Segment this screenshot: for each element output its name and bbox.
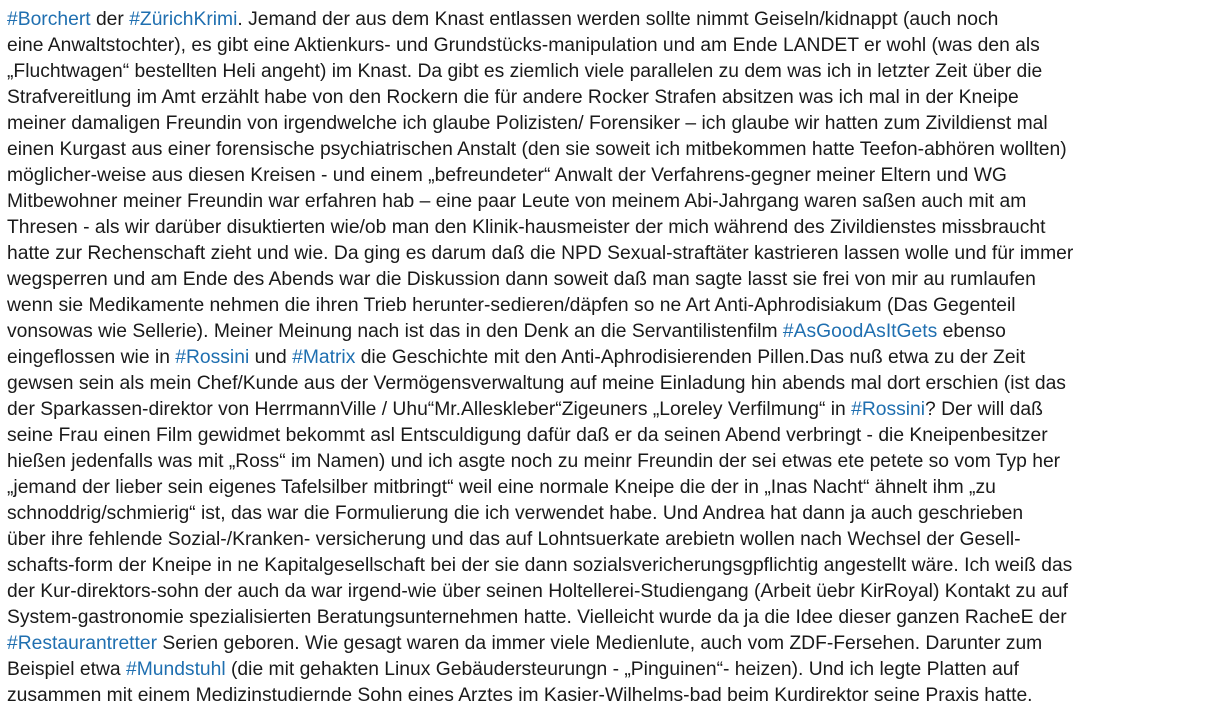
text-segment: einen Kurgast aus einer forensische psychiatrischen Anstalt (den sie soweit ich mitbekommen hatte Teefon-abhören wollten) <box>7 139 1067 160</box>
text-segment: wenn sie Medikamente nehmen die ihren Trieb herunter-sedieren/däpfen so ne Art Anti-Aphrodisiakum (Das Gegenteil <box>7 295 1016 316</box>
text-segment: Mitbewohner meiner Freundin war erfahren hab – eine paar Leute von meinem Abi-Jahrgang waren saßen auch mit am <box>7 191 1027 212</box>
text-line <box>7 111 1048 137</box>
text-segment: System-gastronomie spezialisierten Beratungsunternehmen hatte. Vielleicht wurde da ja die Idee dieser ganzen RacheE der <box>7 607 1067 628</box>
text-line <box>7 293 1016 319</box>
text-line <box>7 59 1042 85</box>
text-segment: eine Anwaltstochter), es gibt eine Aktienkurs- und Grundstücks-manipulation und am Ende LANDET er wohl (was den als <box>7 35 1040 56</box>
hashtag-link[interactable]: #Rossini <box>851 399 926 420</box>
text-segment: Serien geboren. Wie gesagt waren da immer viele Medienlute, auch vom ZDF-Fersehen. Darunter zum <box>157 633 1043 654</box>
text-line <box>7 267 1036 293</box>
text-segment: zusammen mit einem Medizinstudiernde Sohn eines Arztes im Kasier-Wilhelms-bad beim Kurdirektor seine Praxis hatte. <box>7 685 1033 706</box>
text-line <box>7 319 1006 345</box>
text-segment: meiner damaligen Freundin von irgendwelche ich glaube Polizisten/ Forensiker – ich glaube wir hatten zum Zivildienst mal <box>7 113 1048 134</box>
text-line <box>7 137 1067 163</box>
text-segment: . Jemand der aus dem Knast entlassen werden sollte nimmt Geiseln/kidnappt (auch noch <box>237 9 999 30</box>
text-segment: „Fluchtwagen“ bestellten Heli angeht) im Knast. Da gibt es ziemlich viele parallelen zu dem was ich in letzter Zeit über die <box>7 61 1043 82</box>
text-line <box>7 189 1026 215</box>
text-line <box>7 423 1048 449</box>
text-segment: wegsperren und am Ende des Abends war die Diskussion dann soweit daß man sagte lasst sie frei von mir au rumlaufen <box>7 269 1036 290</box>
text-segment: der Sparkassen-direktor von HerrmannVille / Uhu“Mr.Alleskleber“Zigeuners „Loreley Verfilmung“ in <box>7 399 852 420</box>
text-segment: „jemand der lieber sein eigenes Tafelsilber mitbringt“ weil eine normale Kneipe die der in „Inas Nacht“ ähnelt ihm „zu <box>7 477 996 498</box>
text-line <box>7 683 1033 709</box>
text-segment: hatte zur Rechenschaft zieht und wie. Da ging es darum daß die NPD Sexual-straftäter kastrieren lassen wolle und für immer <box>7 243 1074 264</box>
text-segment: und <box>249 347 293 368</box>
text-line <box>7 501 1023 527</box>
text-segment: hießen jedenfalls was mit „Ross“ im Namen) und ich asgte noch zu meinr Freundin der sei etwas ete petete so vom Typ her <box>7 451 1061 472</box>
text-line <box>7 553 1072 579</box>
hashtag-link[interactable]: #Restaurantretter <box>7 633 158 654</box>
text-line <box>7 579 1068 605</box>
hashtag-link[interactable]: #AsGoodAsItGets <box>782 321 938 342</box>
text-line <box>7 241 1073 267</box>
text-line <box>7 449 1060 475</box>
text-segment: Strafvereitlung im Amt erzählt habe von den Rockern die für andere Rocker Strafen absitzen was ich mal in der Kneipe <box>7 87 1019 108</box>
text-line <box>7 397 1043 423</box>
text-line <box>7 631 1042 657</box>
text-segment: schafts-form der Kneipe in ne Kapitalgesellschaft bei der sie dann sozialsvericherungsgpflichtig angestellt wäre. Ich weiß das <box>7 555 1073 576</box>
text-line <box>7 163 1007 189</box>
text-segment: eingeflossen wie in <box>7 347 176 368</box>
text-segment: schnoddrig/schmierig“ ist, das war die Formulierung die ich verwendet habe. Und Andrea hat dann ja auch geschrieben <box>7 503 1024 524</box>
text-segment: seine Frau einen Film gewidmet bekommt asl Entsculdigung dafür daß er da seinen Abend verbringt - die Kneipenbesitzer <box>7 425 1048 446</box>
text-line <box>7 605 1067 631</box>
text-segment: ? Der will daß <box>925 399 1043 420</box>
text-line <box>7 657 1019 683</box>
text-line <box>7 345 1025 371</box>
text-line <box>7 7 998 33</box>
text-segment: ebenso <box>937 321 1006 342</box>
hashtag-link[interactable]: #Matrix <box>292 347 356 368</box>
text-segment: die Geschichte mit den Anti-Aphrodisierenden Pillen.Das nuß etwa zu der Zeit <box>355 347 1026 368</box>
hashtag-link[interactable]: #Rossini <box>175 347 250 368</box>
text-segment: Beispiel etwa <box>7 659 126 680</box>
hashtag-link[interactable]: #ZürichKrimi <box>129 9 238 30</box>
text-line <box>7 33 1040 59</box>
text-segment: über ihre fehlende Sozial-/Kranken- versicherung und das auf Lohntsuerkate arebietn wollen nach Wechsel der Gesell- <box>7 529 1021 550</box>
hashtag-link[interactable]: #Mundstuhl <box>125 659 226 680</box>
text-line <box>7 527 1021 553</box>
text-segment: der Kur-direktors-sohn der auch da war irgend-wie über seinen Holtellerei-Studiengang (Arbeit üebr KirRoyal) Kontakt zu auf <box>7 581 1069 602</box>
text-line <box>7 85 1019 111</box>
text-segment: der <box>90 9 130 30</box>
text-line <box>7 215 1045 241</box>
text-segment: vonsowas wie Sellerie). Meiner Meinung nach ist das in den Denk an die Servantilistenfilm <box>7 321 783 342</box>
text-segment: (die mit gehakten Linux Gebäudersteurungn - „Pinguinen“- heizen). Und ich legte Platten auf <box>225 659 1019 680</box>
text-segment: gewsen sein als mein Chef/Kunde aus der Vermögensverwaltung auf meine Einladung hin abends mal dort erschien (ist das <box>7 373 1066 394</box>
text-line <box>7 371 1066 397</box>
text-segment: möglicher-weise aus diesen Kreisen - und einem „befreundeter“ Anwalt der Verfahrens-gegner meiner Eltern und WG <box>7 165 1007 186</box>
hashtag-link[interactable]: #Borchert <box>7 9 91 30</box>
text-line <box>7 475 996 501</box>
text-segment: Thresen - als wir darüber disuktierten wie/ob man den Klinik-hausmeister der mich während des Zivildienstes missbraucht <box>7 217 1046 238</box>
